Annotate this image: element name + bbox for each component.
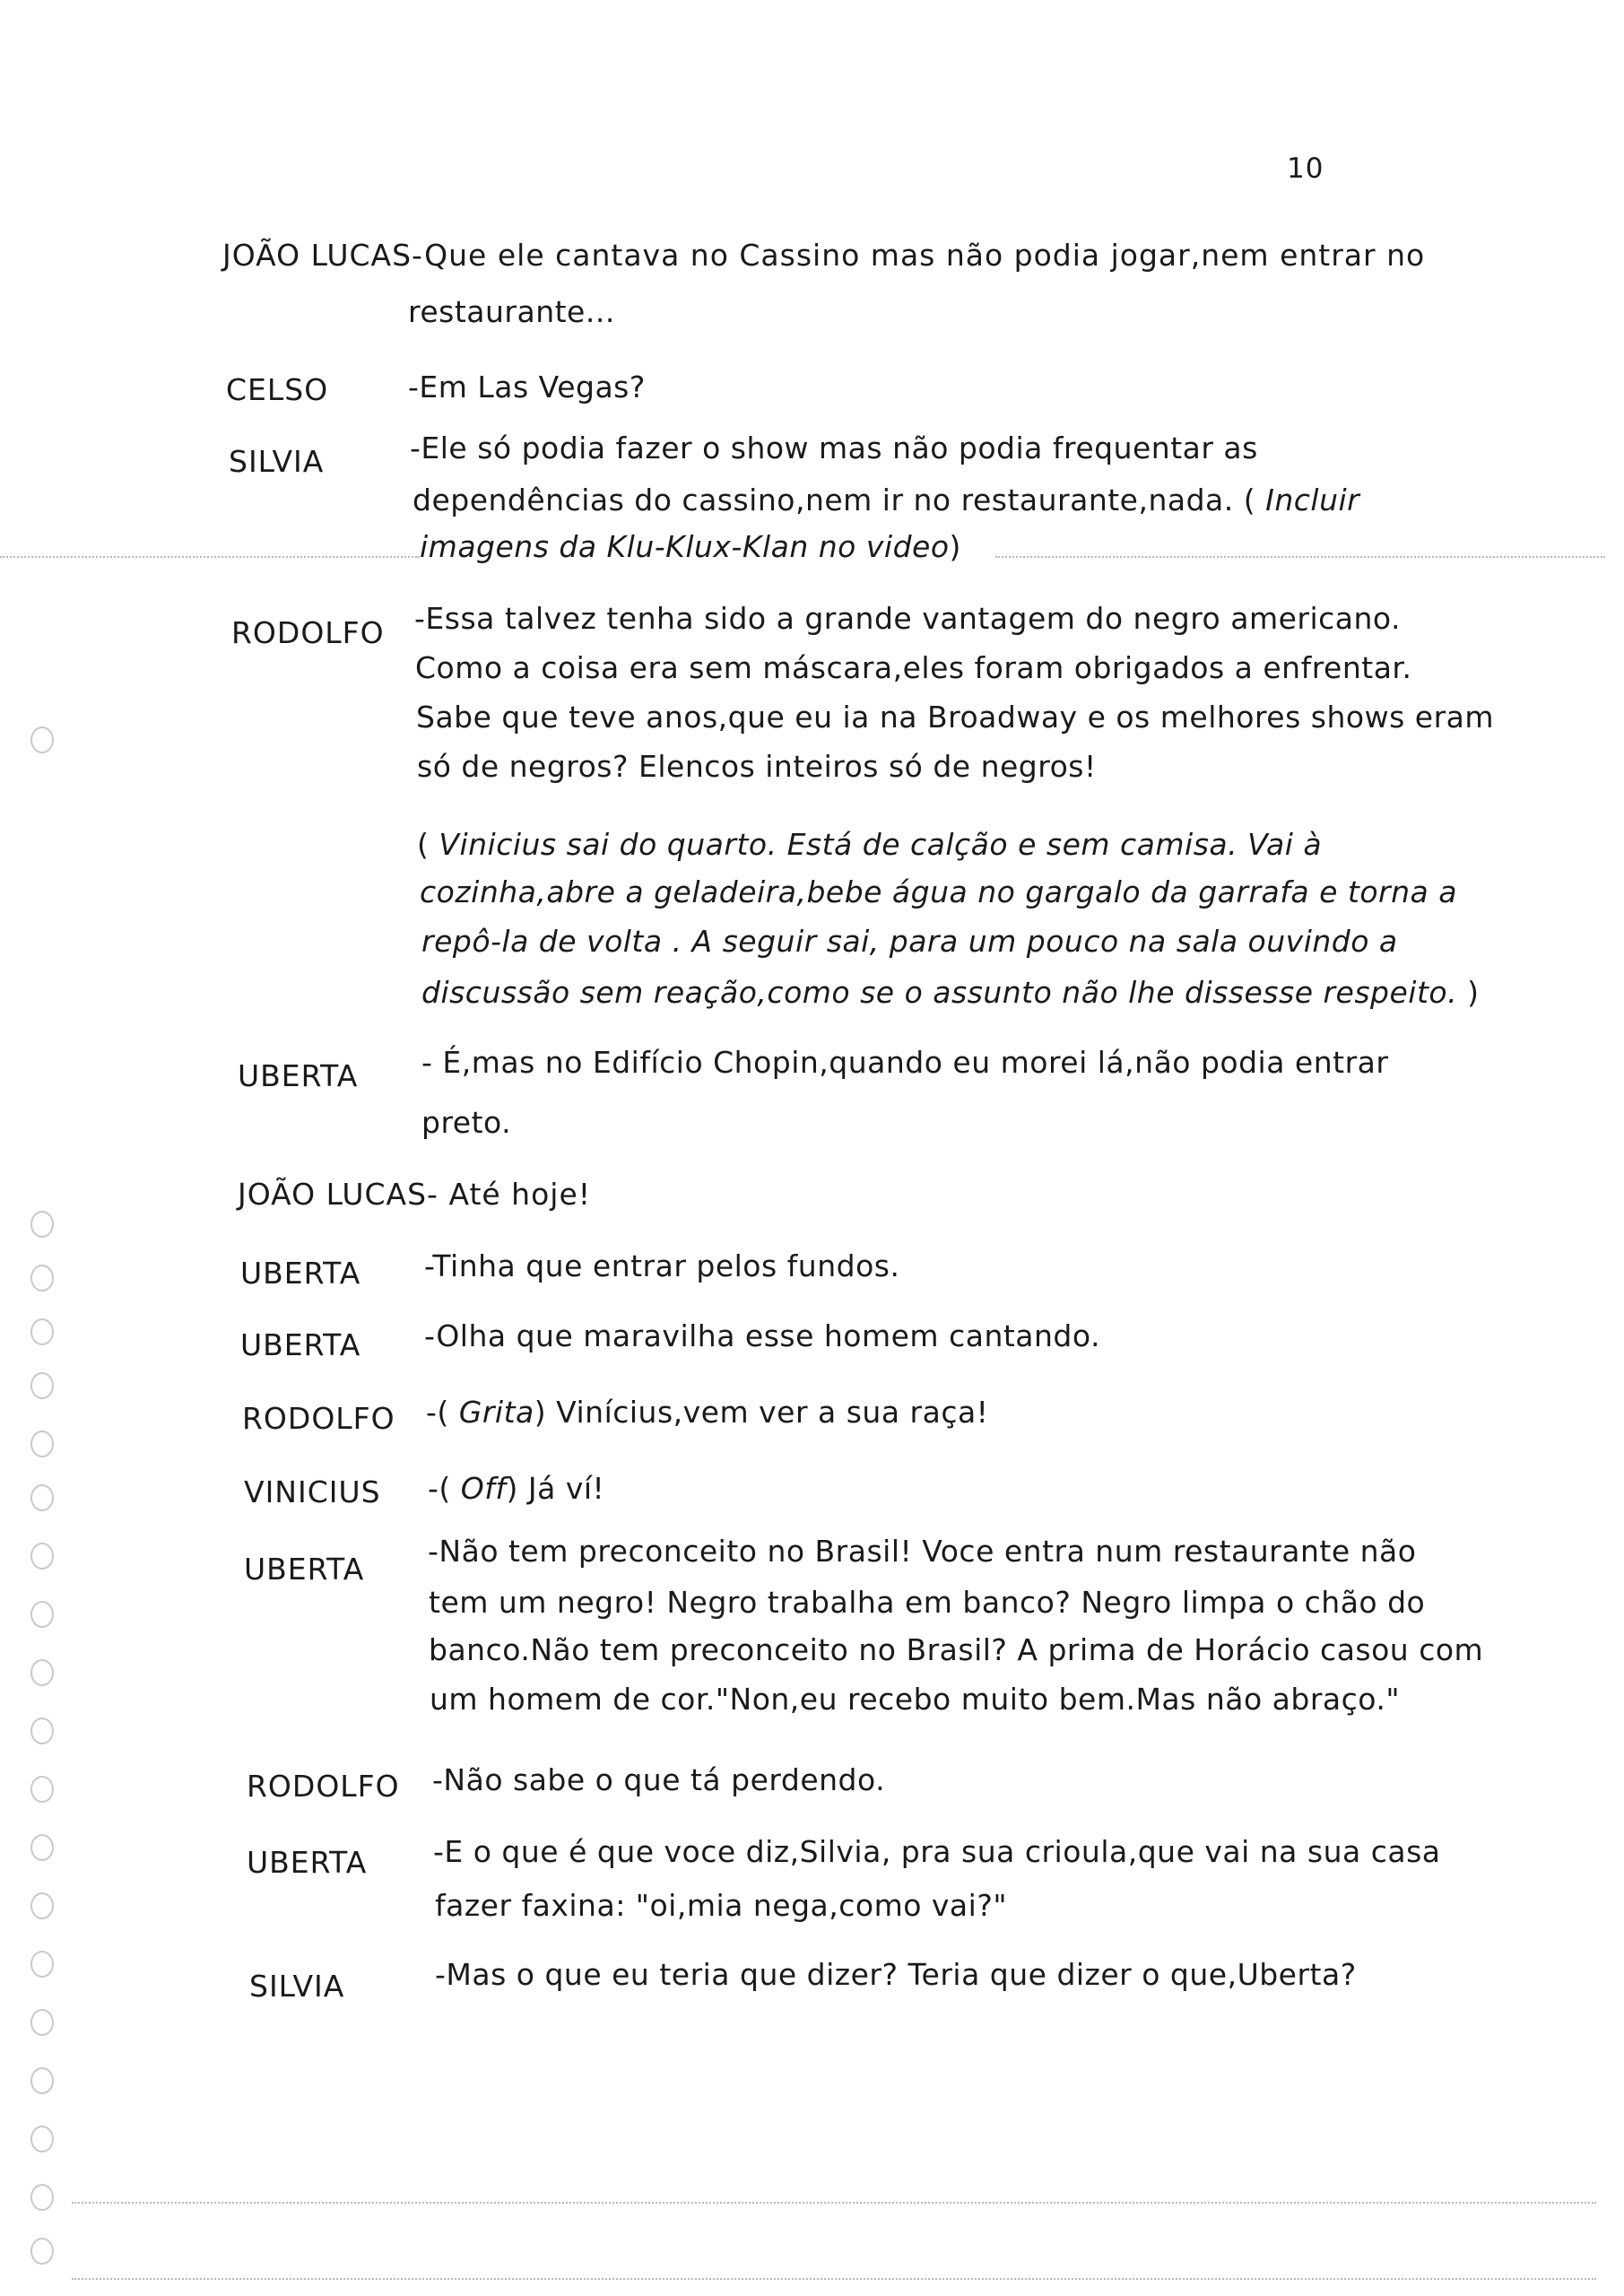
speaker-rodolfo: RODOLFO bbox=[247, 1769, 400, 1804]
binder-hole bbox=[30, 1659, 54, 1686]
speaker-vinicius: VINICIUS bbox=[244, 1474, 381, 1509]
binder-hole bbox=[30, 1431, 54, 1457]
speaker-rodolfo: RODOLFO bbox=[231, 615, 385, 650]
dialogue-line: -Tinha que entrar pelos fundos. bbox=[424, 1248, 900, 1283]
stage-direction-line: repô-la de volta . A seguir sai, para um pouco na sala ouvindo a bbox=[421, 924, 1398, 959]
stage-direction-line bbox=[417, 818, 1322, 872]
dialogue-line: fazer faxina: "oi,mia nega,como vai?" bbox=[435, 1888, 1008, 1923]
speaker-celso: CELSO bbox=[226, 372, 329, 407]
binder-hole bbox=[30, 2009, 54, 2036]
binder-hole bbox=[30, 1211, 54, 1238]
scan-dotted-line bbox=[995, 556, 1605, 558]
binder-hole bbox=[30, 1601, 54, 1628]
dialogue-line: - É,mas no Edifício Chopin,quando eu morei lá,não podia entrar bbox=[421, 1045, 1389, 1080]
speaker-uberta: UBERTA bbox=[247, 1845, 368, 1880]
speaker-uberta: UBERTA bbox=[240, 1327, 361, 1362]
binder-hole bbox=[30, 2184, 54, 2211]
dialogue-line: -Mas o que eu teria que dizer? Teria que dizer o que,Uberta? bbox=[435, 1957, 1357, 1992]
stage-direction-text: Grita bbox=[458, 1395, 534, 1430]
close-paren: ) bbox=[1467, 975, 1480, 1010]
speaker-rodolfo: RODOLFO bbox=[242, 1401, 395, 1436]
scan-dotted-line bbox=[72, 2278, 1596, 2280]
dialogue-line bbox=[428, 1462, 604, 1516]
dialogue-line: -Não sabe o que tá perdendo. bbox=[432, 1762, 886, 1797]
binder-hole bbox=[30, 1718, 54, 1744]
stage-direction-text: Off bbox=[460, 1471, 507, 1506]
stage-direction-text: discussão sem reação,como se o assunto não lhe dissesse respeito. bbox=[421, 975, 1458, 1010]
stage-direction-text: Vinicius sai do quarto. Está de calção e sem camisa. Vai à bbox=[439, 827, 1323, 862]
speaker-line-joao-lucas: JOÃO LUCAS- Até hoje! bbox=[238, 1177, 591, 1212]
open-paren: ( bbox=[417, 827, 430, 862]
dialogue-line: um homem de cor."Non,eu recebo muito bem.Mas não abraço." bbox=[430, 1682, 1401, 1717]
dialogue-line: -E o que é que voce diz,Silvia, pra sua crioula,que vai na sua casa bbox=[433, 1834, 1441, 1869]
dialogue-line: -Em Las Vegas? bbox=[408, 370, 646, 404]
dialogue-text: ) Já ví! bbox=[506, 1471, 605, 1506]
open-paren: -( bbox=[426, 1395, 449, 1430]
dialogue-line: Sabe que teve anos,que eu ia na Broadway e os melhores shows eram bbox=[416, 700, 1495, 735]
stage-direction-text: Incluir bbox=[1265, 483, 1360, 517]
dialogue-text: ) Vinícius,vem ver a sua raça! bbox=[534, 1395, 989, 1430]
dialogue-line: restaurante... bbox=[408, 294, 615, 329]
binder-hole bbox=[30, 1834, 54, 1861]
dialogue-line: -Essa talvez tenha sido a grande vantagem do negro americano. bbox=[414, 601, 1402, 636]
stage-direction-text: imagens da Klu-Klux-Klan no video bbox=[420, 529, 950, 564]
stage-direction-line bbox=[420, 520, 961, 574]
binder-hole bbox=[30, 1484, 54, 1511]
dialogue-line: -Olha que maravilha esse homem cantando. bbox=[424, 1318, 1100, 1353]
binder-hole bbox=[30, 2126, 54, 2152]
binder-hole bbox=[30, 1776, 54, 1803]
binder-hole bbox=[30, 2238, 54, 2265]
speaker-uberta: UBERTA bbox=[238, 1058, 359, 1093]
dialogue-line: -Não tem preconceito no Brasil! Voce entra num restaurante não bbox=[428, 1534, 1417, 1569]
dialogue-line: preto. bbox=[421, 1105, 512, 1140]
speaker-line-joao-lucas: JOÃO LUCAS-Que ele cantava no Cassino mas não podia jogar,nem entrar no bbox=[222, 238, 1426, 273]
page-number: 10 bbox=[1287, 152, 1324, 185]
stage-direction-line: cozinha,abre a geladeira,bebe água no gargalo da garrafa e torna a bbox=[420, 874, 1457, 909]
binder-hole bbox=[30, 2067, 54, 2094]
stage-direction-line bbox=[421, 966, 1479, 1020]
binder-hole bbox=[30, 1543, 54, 1570]
dialogue-line: -Ele só podia fazer o show mas não podia frequentar as bbox=[410, 430, 1258, 465]
speaker-silvia: SILVIA bbox=[249, 1969, 345, 2004]
dialogue-text: dependências do cassino,nem ir no restaurante,nada. ( bbox=[413, 483, 1256, 517]
close-paren: ) bbox=[949, 529, 961, 564]
dialogue-line: banco.Não tem preconceito no Brasil? A prima de Horácio casou com bbox=[429, 1632, 1484, 1667]
binder-hole bbox=[30, 1951, 54, 1978]
dialogue-line: tem um negro! Negro trabalha em banco? Negro limpa o chão do bbox=[429, 1585, 1426, 1620]
binder-hole bbox=[30, 1318, 54, 1345]
binder-hole bbox=[30, 1892, 54, 1919]
dialogue-line: Como a coisa era sem máscara,eles foram obrigados a enfrentar. bbox=[415, 650, 1412, 685]
open-paren: -( bbox=[428, 1471, 451, 1506]
dialogue-line: só de negros? Elencos inteiros só de negros! bbox=[417, 749, 1097, 784]
dialogue-line bbox=[413, 474, 1359, 527]
scan-dotted-line bbox=[72, 2202, 1596, 2204]
binder-hole bbox=[30, 1372, 54, 1399]
dialogue-line bbox=[426, 1386, 988, 1439]
speaker-uberta: UBERTA bbox=[244, 1552, 365, 1587]
speaker-uberta: UBERTA bbox=[240, 1256, 361, 1291]
binder-hole bbox=[30, 726, 54, 753]
binder-hole bbox=[30, 1265, 54, 1292]
speaker-silvia: SILVIA bbox=[229, 444, 325, 479]
scan-dotted-line bbox=[0, 556, 420, 558]
